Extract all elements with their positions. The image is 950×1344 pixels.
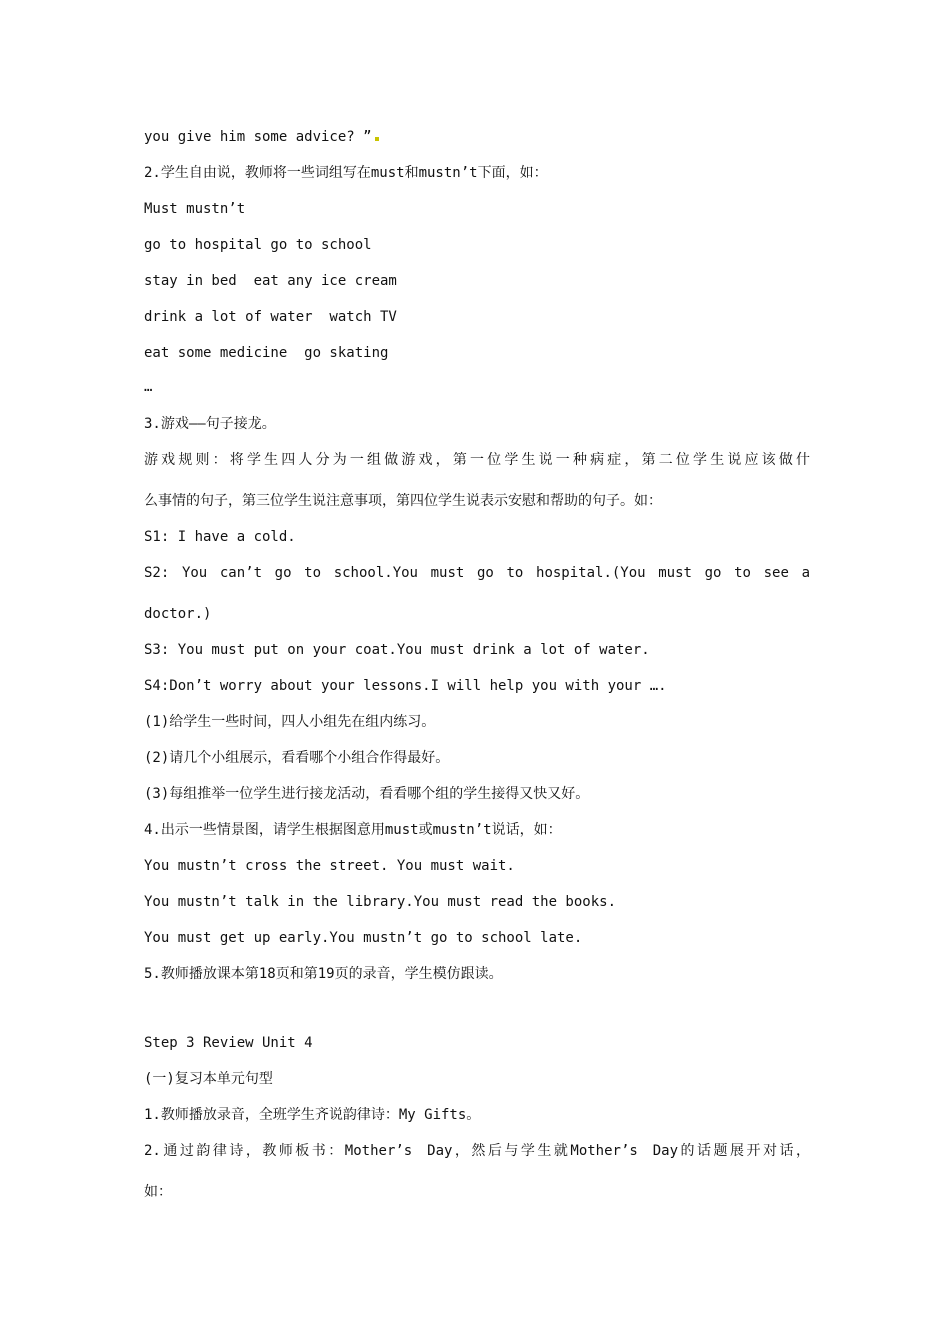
text-line: 2.通过韵律诗，教师板书：Mother’s Day，然后与学生就Mother’s Day的话题展开对话， — [144, 1143, 810, 1159]
text-line: 5.教师播放课本第18页和第19页的录音，学生模仿跟读。 — [144, 966, 503, 982]
section-heading: Step 3 Review Unit 4 — [144, 1035, 313, 1051]
text-line: (1)给学生一些时间，四人小组先在组内练习。 — [144, 714, 436, 730]
text-line: (2)请几个小组展示，看看哪个小组合作得最好。 — [144, 750, 450, 766]
ellipsis-line: … — [144, 379, 153, 395]
text-line: you give him some advice? ” — [144, 127, 810, 147]
highlight-mark — [375, 137, 379, 141]
text-line: 么事情的句子，第三位学生说注意事项，第四位学生说表示安慰和帮助的句子。如： — [144, 493, 662, 509]
text-line: drink a lot of water watch TV — [144, 309, 397, 325]
text-line: S2: You can’t go to school.You must go to hospital.(You must go to see a — [144, 565, 810, 581]
text-line: doctor.) — [144, 606, 212, 622]
text-line: (一)复习本单元句型 — [144, 1071, 273, 1087]
text-line: 如： — [144, 1184, 172, 1200]
text-line: 游戏规则：将学生四人分为一组做游戏，第一位学生说一种病症，第二位学生说应该做什 — [144, 452, 810, 468]
text-line: You mustn’t talk in the library.You must read the books. — [144, 894, 617, 910]
text-line: Must mustn’t — [144, 201, 246, 217]
text-line: stay in bed eat any ice cream — [144, 273, 397, 289]
text-line: 1.教师播放录音，全班学生齐说韵律诗：My Gifts。 — [144, 1107, 481, 1123]
text-line: (3)每组推举一位学生进行接龙活动，看看哪个组的学生接得又快又好。 — [144, 786, 590, 802]
text-line: S4:Don’t worry about your lessons.I will help you with your …. — [144, 678, 667, 694]
text-line: go to hospital go to school — [144, 237, 372, 253]
text-line: 4.出示一些情景图，请学生根据图意用must或mustn’t说话，如： — [144, 822, 562, 838]
text-line: eat some medicine go skating — [144, 345, 389, 361]
text-line: 3.游戏——句子接龙。 — [144, 416, 276, 432]
text-line: You mustn’t cross the street. You must wait. — [144, 858, 515, 874]
text-line: S3: You must put on your coat.You must drink a lot of water. — [144, 642, 650, 658]
text-line: S1: I have a cold. — [144, 529, 296, 545]
text-line: You must get up early.You mustn’t go to school late. — [144, 930, 583, 946]
text-line: 2.学生自由说，教师将一些词组写在must和mustn’t下面，如： — [144, 165, 548, 181]
